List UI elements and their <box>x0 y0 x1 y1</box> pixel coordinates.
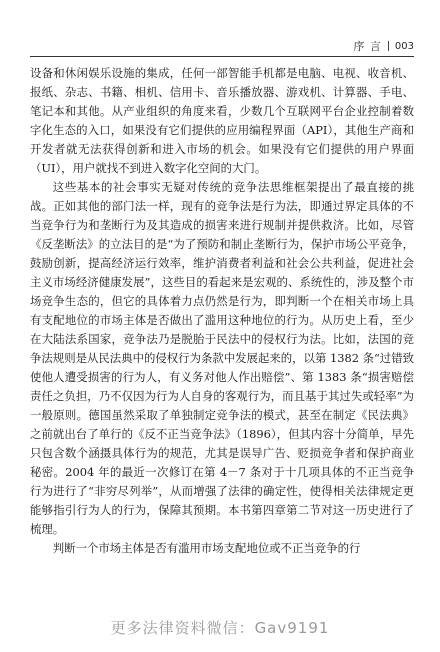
section-title: 序 言 <box>353 40 382 53</box>
body-text <box>30 64 414 558</box>
running-header <box>353 38 414 54</box>
paragraph: 这些基本的社会事实无疑对传统的竞争法思维框架提出了最直接的挑战。正如其他的部门法一样，现有的竞争法是行为法，即通过界定具体的不当竞争行为和垄断行为及其造成的损害来进行规制并提供救济。比如，尽管《反垄断法》的立法目的是“为了预防和制止垄断行为，保护市场公平竞争，鼓励创新，提高经济运行效率，维护消费者利益和社会公共利益，促进社会主义市场经济健康发展”，这些目的看起来是宏观的、系统性的，涉及整个市场竞争生态的，但它的具体着力点仍然是行为，即判断一个在相关市场上具有支配地位的市场主体是否做出了滥用这种地位的行为。从历史上看，至少在大陆法系国家，竞争法乃是脱胎于民法中的侵权行为法。比如，法国的竞争法规则是从民法典中的侵权行为条款中发展起来的，以第 1382 条“过错致使他人遭受损害的行为人，有义务对他人作出赔偿”、第 1383 条“损害赔偿责任之负担，乃不仅因为行为人自身的客观行为，而且基于其过失或轻率”为一般原则。德国虽然采取了单独制定竞争法的模式，甚至在制定《民法典》之前就出台了单行的《反不正当竞争法》（1896），但其内容十分简单，早先只包含数个涵摄具体行为的规范，尤其是误导广告、贬损竞争者和保护商业秘密。2004 年的最近一次修订在第 4－7 条对于十几项具体的不正当竞争行为进行了“非穷尽列举”，从而增强了法律的确定性，使得相关法律规定更能够指引行为人的行为，保障其预期。本书第四章第二节对这一历史进行了梳理。 <box>30 180 414 536</box>
header-rule <box>30 56 414 57</box>
paragraph: 判断一个市场主体是否有滥用市场支配地位或不正当竞争的行 <box>52 541 361 555</box>
paragraph: 设备和休闲娱乐设施的集成，任何一部智能手机都是电脑、电视、收音机、报纸、杂志、书籍、相机、信用卡、音乐播放器、游戏机、计算器、手电、笔记本和其他。从产业组织的角度来看，少数几个互联网平台企业控制着数字化生态的入口，如果没有它们提供的应用编程界面（API），其他生产商和开发者就无法获得创新和进入市场的机会。如果没有它们提供的用户界面（UI），用户就找不到进入数字化空间的大门。 <box>30 66 414 175</box>
page-number: 003 <box>394 40 414 52</box>
watermark-text: 更多法律资料微信：Gav9191 <box>110 619 330 637</box>
header-separator <box>388 41 389 51</box>
